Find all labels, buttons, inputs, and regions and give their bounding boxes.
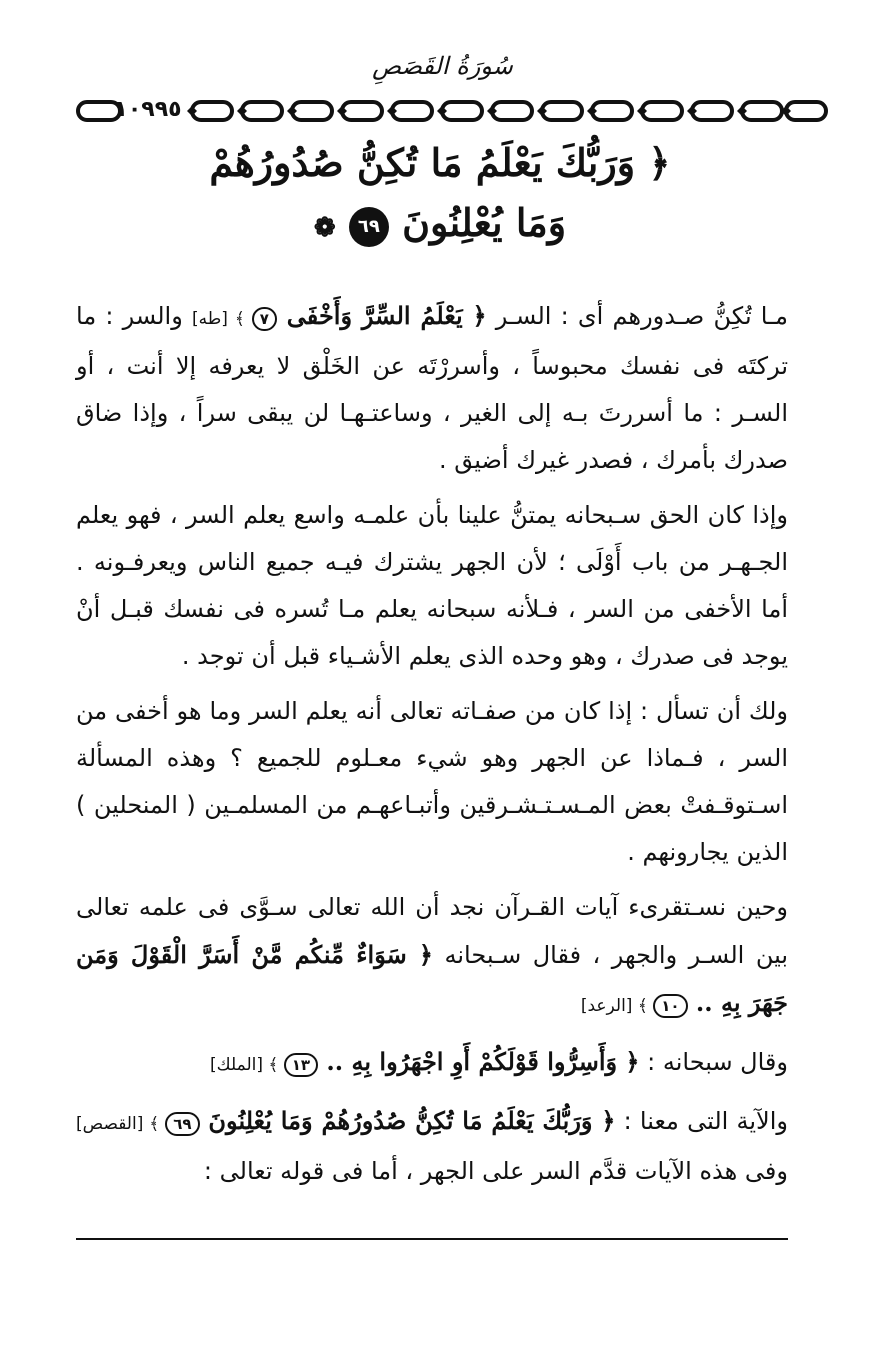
surah-title: سُورَةُ القَصَصِ — [372, 52, 513, 80]
paragraph-6 — [76, 1097, 788, 1195]
verse-end-ornament-icon: ❁ — [313, 213, 336, 243]
verse-heading-line-1 — [200, 140, 680, 185]
p4-surah-ref: ﴾ [الرعد] — [580, 996, 654, 1016]
p6-quran-quote: ﴿ وَرَبُّكَ يَعْلَمُ مَا تُكِنُّ صُدُورُهُمْ وَمَا يُعْلِنُونَ — [199, 1106, 616, 1135]
paragraph-4 — [76, 884, 788, 1030]
p1-surah-ref: ﴾ [طه] — [191, 309, 252, 329]
p4-ayah-number: ١٠ — [653, 994, 687, 1018]
verse-line-2-text: وَمَا يُعْلِنُونَ — [402, 200, 567, 245]
footer-divider — [76, 1238, 788, 1240]
paragraph-5 — [76, 1038, 788, 1089]
p1-text-2: والسر : ما تركتَه فى نفسك محبوساً ، وأسررْتَه عن الخَلْق لا يعرفه إلا أنت ، أو السـر : ما أسررتَ بـه إلى الغير ، وساعتـهـا لن يبقى سراً ، وإذا ضاق صدرك بأمرك ، فصدر غيرك أضيق . — [76, 302, 788, 474]
p6-text-1: والآية التى معنا : — [615, 1107, 788, 1135]
verse-heading-line-2 — [200, 200, 680, 247]
p1-text-1: مـا تُكِنُّ صـدورهم أى : السـر — [486, 302, 789, 330]
p5-ayah-number: ١٣ — [284, 1053, 318, 1077]
ayah-number-badge: ٦٩ — [349, 207, 389, 247]
p4-text-1: وحين نسـتقرىء آيات القـرآن نجد أن الله تعالى سـوَّى فى علمه تعالى بين السـر والجهر ، فقال سـبحانه — [76, 893, 789, 969]
p6-ayah-number: ٦٩ — [165, 1112, 199, 1136]
p4-quran-quote: ﴿ سَوَاءٌ مِّنكُم مَّنْ أَسَرَّ الْقَوْلَ وَمَن جَهَرَ بِهِ .. — [76, 940, 788, 1017]
p5-quran-quote: ﴿ وَأَسِرُّوا قَوْلَكُمْ أَوِ اجْهَرُوا بِهِ .. — [318, 1047, 640, 1076]
paragraph-1 — [76, 292, 788, 484]
verse-line-1-text: ﴿ وَرَبُّكَ يَعْلَمُ مَا تُكِنُّ صُدُورُهُمْ — [209, 140, 671, 185]
paragraph-3: ولك أن تسأل : إذا كان من صفـاته تعالى أنه يعلم السر وما هو أخفى من السر ، فـماذا عن الجهر وهو شيء معـلوم للجميع ؟ وهذه المسألة اسـتوقـفتْ بعض المـسـتـشـرقين وأتبـاعهـم من المسلمـين ( المنحلين ) الذين يجارونهم . — [76, 697, 788, 866]
p1-quran-quote: ﴿ يَعْلَمُ السِّرَّ وَأَخْفَى — [276, 301, 487, 330]
p5-surah-ref: ﴾ [الملك] — [210, 1055, 284, 1075]
p1-ayah-number: ٧ — [252, 307, 277, 331]
p6-surah-ref: ﴾ [القصص] — [76, 1114, 166, 1134]
p6-text-2: وفى هذه الآيات قدَّم السر على الجهر ، أما فى قوله تعالى : — [203, 1157, 788, 1185]
commentary-text — [76, 292, 788, 1203]
paragraph-2: وإذا كان الحق سـبحانه يمتنُّ علينا بأن علمـه واسع يعلم السر ، فهو يعلم الجـهـر من باب أَوْلَى ؛ لأن الجهر يشترك فيـه جميع الناس ويعرفـونه . أما الأخفى من السر ، فـلأنه سبحانه يعلم مـا تُسره فى نفسك قبـل أنْ يوجد فى صدرك ، وهو وحده الذى يعلم الأشـياء قبل أن توجد . — [76, 501, 788, 670]
p5-text-1: وقال سبحانه : — [639, 1048, 788, 1076]
page-number: ١٠٩٩٥ — [114, 97, 182, 122]
